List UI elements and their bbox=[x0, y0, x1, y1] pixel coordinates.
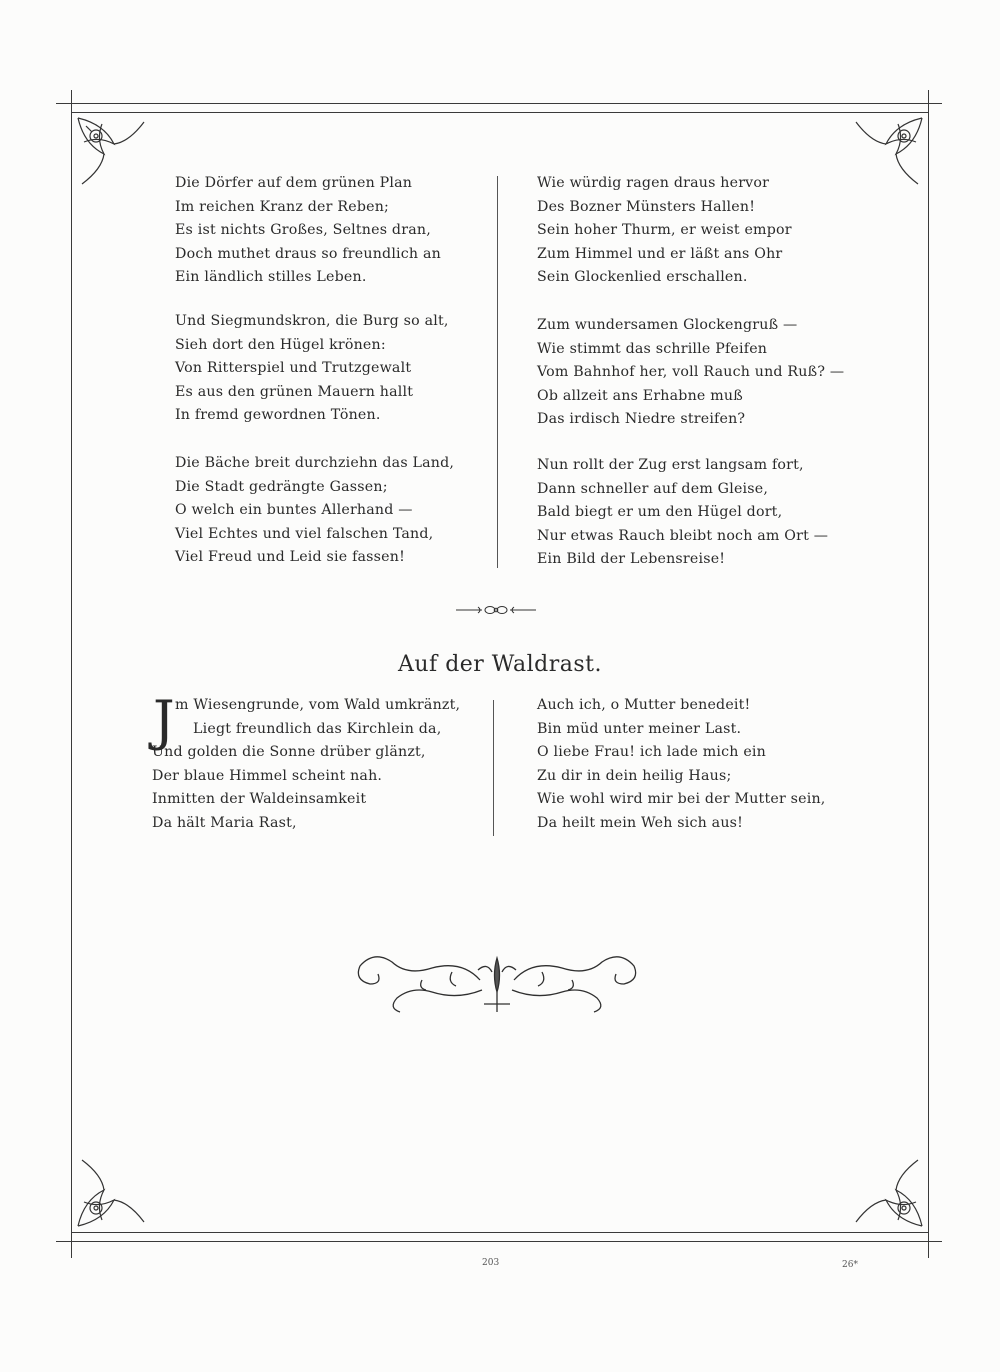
verse-line: Die Stadt gedrängte Gassen; bbox=[175, 478, 388, 495]
verse-line: O welch ein buntes Allerhand — bbox=[175, 502, 413, 518]
verse-line: Ein Bild der Lebensreise! bbox=[537, 551, 726, 567]
verse-line: Zum wundersamen Glockengruß — bbox=[537, 317, 798, 333]
verse-line: Vom Bahnhof her, voll Rauch und Ruß? — bbox=[537, 364, 845, 380]
verse-line: Sein hoher Thurm, er weist empor bbox=[537, 222, 792, 238]
verse-line: Zu dir in dein heilig Haus; bbox=[537, 767, 732, 784]
verse-line: Es aus den grünen Mauern hallt bbox=[175, 383, 414, 400]
frame-bottom-line bbox=[56, 1241, 942, 1242]
verse-line: Die Bäche breit durchziehn das Land, bbox=[175, 455, 455, 471]
frame-top-inner-line bbox=[72, 112, 928, 113]
verse-line: Im reichen Kranz der Reben; bbox=[175, 198, 390, 215]
corner-ornament-bottom-left bbox=[74, 1150, 154, 1230]
separator-ornament bbox=[454, 603, 538, 617]
corner-ornament-bottom-right bbox=[846, 1150, 926, 1230]
corner-ornament-top-left bbox=[74, 114, 154, 194]
verse-line: Viel Freud und Leid sie fassen! bbox=[175, 549, 405, 565]
frame-top-line bbox=[56, 103, 942, 104]
verse-line: Wie wohl wird mir bei der Mutter sein, bbox=[537, 791, 826, 807]
verse-line: Doch muthet draus so freundlich an bbox=[175, 245, 441, 262]
verse-line: Des Bozner Münsters Hallen! bbox=[537, 198, 756, 215]
poem1-left-stanza-3 bbox=[175, 452, 454, 570]
verse-line: Wie würdig ragen draus hervor bbox=[537, 175, 770, 191]
column-divider-poem1 bbox=[497, 176, 498, 568]
poem1-right-stanza-3 bbox=[537, 454, 828, 572]
verse-line: Der blaue Himmel scheint nah. bbox=[152, 767, 383, 784]
verse-line: Nur etwas Rauch bleibt noch am Ort — bbox=[537, 527, 829, 544]
verse-line: Bin müd unter meiner Last. bbox=[537, 720, 742, 737]
verse-line: m Wiesengrunde, vom Wald umkränzt, bbox=[175, 697, 461, 713]
verse-line: Ob allzeit ans Erhabne muß bbox=[537, 387, 743, 404]
verse-line: Da heilt mein Weh sich aus! bbox=[537, 814, 744, 831]
verse-line: Von Ritterspiel und Trutzgewalt bbox=[175, 360, 412, 376]
frame-bottom-inner-line bbox=[72, 1232, 928, 1233]
poem-title: Auf der Waldrast. bbox=[398, 652, 602, 677]
verse-line: Sieh dort den Hügel krönen: bbox=[175, 336, 386, 353]
corner-ornament-top-right bbox=[846, 114, 926, 194]
poem1-left-stanza-2 bbox=[175, 310, 449, 428]
verse-line: Und golden die Sonne drüber glänzt, bbox=[152, 744, 426, 760]
verse-line: Zum Himmel und er läßt ans Ohr bbox=[537, 245, 783, 262]
verse-line: Wie stimmt das schrille Pfeifen bbox=[537, 340, 768, 357]
tailpiece-ornament bbox=[352, 950, 642, 1020]
signature-mark: 26* bbox=[842, 1260, 858, 1270]
verse-line: Ein ländlich stilles Leben. bbox=[175, 269, 367, 285]
verse-line: Es ist nichts Großes, Seltnes dran, bbox=[175, 222, 431, 238]
poem2-left-stanza bbox=[175, 694, 460, 741]
verse-line: Nun rollt der Zug erst langsam fort, bbox=[537, 457, 804, 473]
verse-line: Bald biegt er um den Hügel dort, bbox=[537, 504, 783, 520]
verse-line: Dann schneller auf dem Gleise, bbox=[537, 480, 769, 497]
drop-cap: J bbox=[153, 689, 175, 752]
column-divider-poem2 bbox=[493, 700, 494, 836]
verse-line: O liebe Frau! ich lade mich ein bbox=[537, 744, 767, 760]
poem1-left-stanza-1 bbox=[175, 172, 441, 290]
verse-line: Die Dörfer auf dem grünen Plan bbox=[175, 175, 413, 191]
verse-line: Und Siegmundskron, die Burg so alt, bbox=[175, 313, 449, 329]
poem1-right-stanza-1 bbox=[537, 172, 792, 290]
verse-line: Da hält Maria Rast, bbox=[152, 814, 297, 831]
verse-line: In fremd gewordnen Tönen. bbox=[175, 407, 381, 423]
poem2-right-stanza bbox=[537, 694, 826, 835]
verse-line: Inmitten der Waldeinsamkeit bbox=[152, 791, 367, 807]
verse-line: Das irdisch Niedre streifen? bbox=[537, 411, 746, 427]
page-number: 203 bbox=[482, 1258, 500, 1268]
poem1-right-stanza-2 bbox=[537, 314, 844, 432]
poem2-left-stanza-cont bbox=[152, 741, 426, 835]
verse-line: Viel Echtes und viel falschen Tand, bbox=[175, 525, 434, 542]
verse-line: Auch ich, o Mutter benedeit! bbox=[537, 697, 751, 713]
verse-line: Liegt freundlich das Kirchlein da, bbox=[193, 720, 442, 737]
verse-line: Sein Glockenlied erschallen. bbox=[537, 269, 748, 285]
